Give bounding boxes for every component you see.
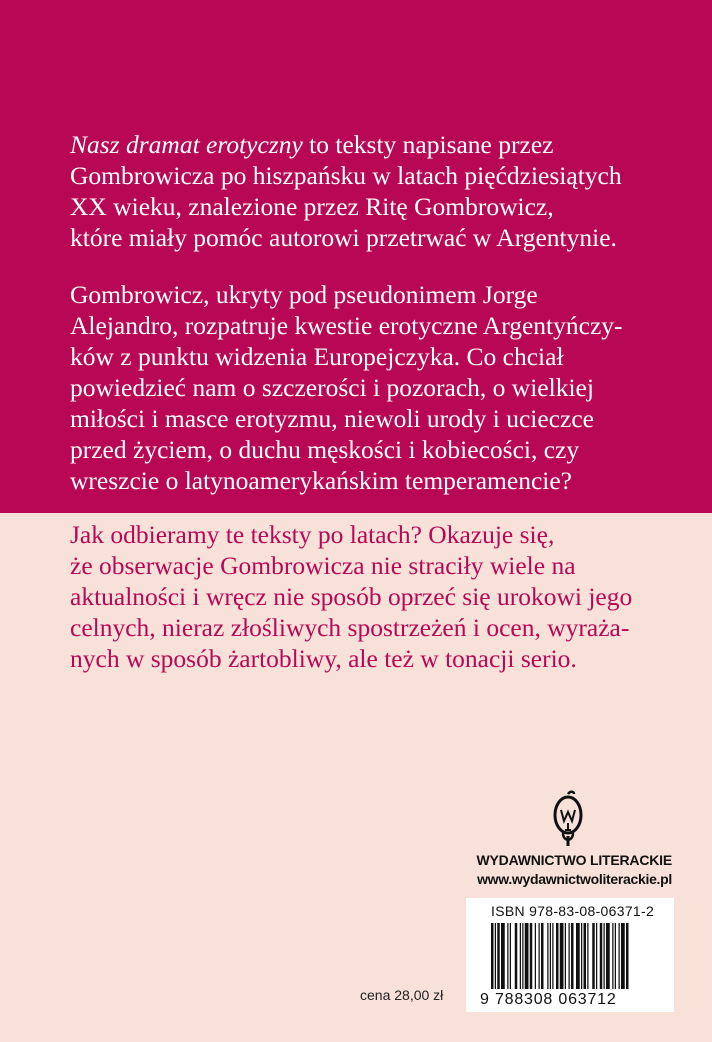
barcode-bar bbox=[522, 923, 523, 989]
barcode-bar bbox=[515, 923, 518, 989]
wl-publisher-logo-icon bbox=[551, 790, 585, 848]
blurb-line: Gombrowicz, ukryty pod pseudonimem Jorge bbox=[70, 280, 538, 309]
barcode-bar bbox=[541, 923, 544, 989]
book-title: Nasz dramat erotyczny bbox=[70, 130, 303, 159]
barcode-bar bbox=[621, 923, 625, 989]
barcode-bar bbox=[569, 923, 570, 989]
publisher-name: WYDAWNICTWO LITERACKIE bbox=[476, 852, 672, 868]
blurb-line: Alejandro, rozpatruje kwestie erotyczne Argentyńczy- bbox=[70, 311, 623, 340]
blurb-line: XX wieku, znalezione przez Ritę Gombrowicz, bbox=[70, 192, 554, 221]
barcode-bar bbox=[510, 923, 511, 989]
barcode-bar bbox=[612, 923, 613, 989]
barcode-bar bbox=[539, 923, 540, 989]
blurb-paragraph-3 bbox=[70, 519, 632, 674]
barcode-bars bbox=[491, 923, 666, 989]
blurb-line: ków z punktu widzenia Europejczyka. Co chciał bbox=[70, 342, 564, 371]
barcode-bar bbox=[556, 923, 559, 989]
barcode-bar bbox=[530, 923, 533, 989]
blurb-line: Jak odbieramy te teksty po latach? Okazuje się, bbox=[70, 520, 555, 549]
barcode-bar bbox=[587, 923, 588, 989]
barcode-bar bbox=[560, 923, 564, 989]
blurb-line: powiedzieć nam o szczerości i pozorach, o wielkiej bbox=[70, 373, 594, 402]
blurb-line: Gombrowicza po hiszpańsku w latach pięćdziesiątych bbox=[70, 161, 622, 190]
barcode-bar bbox=[606, 923, 610, 989]
barcode-bar bbox=[626, 923, 629, 989]
barcode-digits: 9 788308 063712 bbox=[480, 991, 617, 1008]
barcode-bar bbox=[495, 923, 496, 989]
blurb-line: Nasz dramat erotyczny to teksty napisane przez bbox=[70, 130, 554, 159]
barcode-bar bbox=[571, 923, 574, 989]
barcode-bar bbox=[584, 923, 587, 989]
barcode-bar bbox=[604, 923, 605, 989]
blurb-line: miłości i masce erotyzmu, niewoli urody i ucieczce bbox=[70, 404, 594, 433]
isbn-label: ISBN 978-83-08-06371-2 bbox=[491, 903, 655, 919]
barcode-bar bbox=[619, 923, 620, 989]
barcode-bar bbox=[596, 923, 597, 989]
barcode-bar bbox=[501, 923, 505, 989]
blurb-line: które miały pomóc autorowi przetrwać w Argentynie. bbox=[70, 223, 617, 252]
barcode-bar bbox=[535, 923, 536, 989]
blurb-line: przed życiem, o duchu męskości i kobiecości, czy bbox=[70, 435, 580, 464]
blurb-paragraph-1 bbox=[70, 129, 622, 253]
blurb-line: że obserwacje Gombrowicza nie straciły wiele na bbox=[70, 551, 576, 580]
barcode-bar bbox=[600, 923, 603, 989]
barcode-bar bbox=[550, 923, 551, 989]
barcode-bar bbox=[497, 923, 500, 989]
publisher-url: www.wydawnictwoliterackie.pl bbox=[477, 871, 672, 887]
barcode-bar bbox=[520, 923, 521, 989]
barcode-bar bbox=[576, 923, 580, 989]
blurb-paragraph-2 bbox=[70, 279, 623, 496]
barcode-bar bbox=[592, 923, 595, 989]
barcode-bar bbox=[547, 923, 548, 989]
blurb-line: celnych, nieraz złośliwych spostrzeżeń i ocen, wyraża- bbox=[70, 613, 630, 642]
blurb-line: wreszcie o latynoamerykańskim temperamencie? bbox=[70, 466, 572, 495]
barcode-bar bbox=[525, 923, 529, 989]
barcode-bar bbox=[581, 923, 582, 989]
barcode-bar bbox=[491, 923, 494, 989]
blurb-line: nych w sposób żartobliwy, ale też w tonacji serio. bbox=[70, 644, 577, 673]
barcode-bar bbox=[565, 923, 566, 989]
blurb-line: aktualności i wręcz nie sposób oprzeć się urokowi jego bbox=[70, 582, 633, 611]
price-label: cena 28,00 zł bbox=[360, 987, 444, 1003]
barcode-bar bbox=[507, 923, 508, 989]
barcode-bar bbox=[615, 923, 616, 989]
barcode-bar bbox=[552, 923, 553, 989]
